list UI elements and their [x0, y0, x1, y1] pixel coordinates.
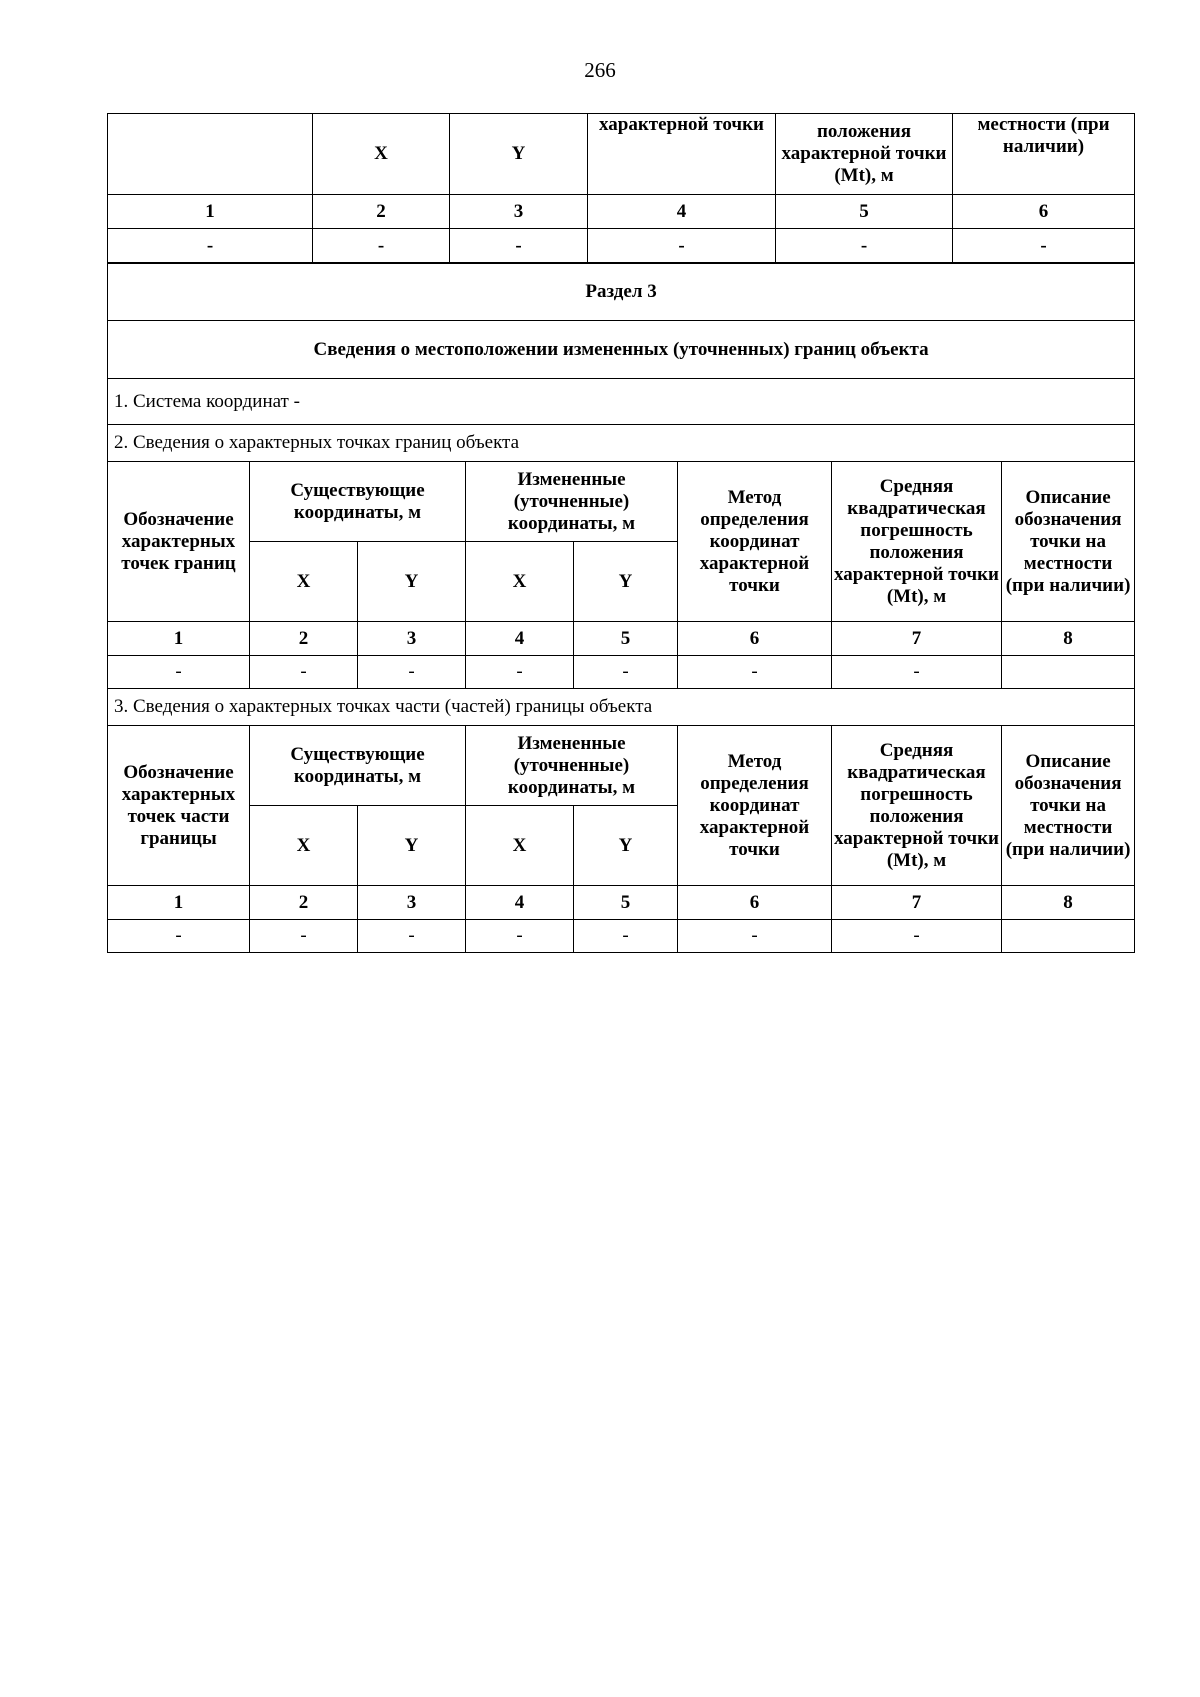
boundary-col-error: Средняя квадратическая погрешность положения характерной точки (Mt), м: [832, 462, 1002, 622]
part-col-designation: Обозначение характерных точек части границы: [108, 726, 250, 886]
part-col-existing-x: X: [250, 806, 358, 886]
column-number: 1: [108, 622, 250, 656]
boundary-col-existing-y: Y: [358, 542, 466, 622]
part-col-description: Описание обозначения точки на местности (при наличии): [1002, 726, 1135, 886]
boundary-col-method: Метод определения координат характерной точки: [678, 462, 832, 622]
column-number: 5: [574, 886, 678, 920]
column-number: 7: [832, 886, 1002, 920]
table-cell: -: [588, 229, 776, 263]
boundary-header-row: [108, 462, 1135, 542]
part-header-row: [108, 726, 1135, 806]
table-row: [108, 656, 1135, 689]
section-subtitle: Сведения о местоположении измененных (уточненных) границ объекта: [108, 321, 1135, 379]
part-number-row: [108, 886, 1135, 920]
part-col-error: Средняя квадратическая погрешность положения характерной точки (Mt), м: [832, 726, 1002, 886]
column-number: 6: [953, 195, 1135, 229]
column-number: 1: [108, 195, 313, 229]
table-cell: -: [108, 656, 250, 689]
table-cell: [1002, 920, 1135, 953]
part-col-changed-x: X: [466, 806, 574, 886]
boundary-col-existing: Существующие координаты, м: [250, 462, 466, 542]
section-title: Раздел 3: [108, 264, 1135, 321]
table-cell: -: [313, 229, 450, 263]
header-cell-y: Y: [450, 114, 588, 195]
header-cell-x: X: [313, 114, 450, 195]
part-col-existing-y: Y: [358, 806, 466, 886]
column-number: 3: [358, 622, 466, 656]
boundary-number-row: [108, 622, 1135, 656]
table-cell: -: [678, 656, 832, 689]
table-cell: -: [574, 656, 678, 689]
table-cell: -: [466, 656, 574, 689]
table-cell: -: [574, 920, 678, 953]
boundary-col-changed-y: Y: [574, 542, 678, 622]
table-header-row: [108, 114, 1135, 195]
column-number: 3: [358, 886, 466, 920]
header-cell-terrain: местности (при наличии): [953, 114, 1135, 195]
table-cell: -: [358, 656, 466, 689]
coord-system-row: [108, 379, 1135, 425]
table-cell: -: [832, 920, 1002, 953]
table-cell: -: [108, 229, 313, 263]
table-cell: [1002, 656, 1135, 689]
column-number: 7: [832, 622, 1002, 656]
boundary-col-designation: Обозначение характерных точек границ: [108, 462, 250, 622]
table-cell: -: [953, 229, 1135, 263]
table-cell: -: [250, 656, 358, 689]
header-cell-point: характерной точки: [588, 114, 776, 195]
table-cell: -: [358, 920, 466, 953]
column-number: 3: [450, 195, 588, 229]
column-number-row: [108, 195, 1135, 229]
column-number: 4: [588, 195, 776, 229]
column-number: 5: [776, 195, 953, 229]
part-col-existing: Существующие координаты, м: [250, 726, 466, 806]
column-number: 8: [1002, 886, 1135, 920]
header-cell-error: положения характерной точки (Mt), м: [776, 114, 953, 195]
table-cell: -: [776, 229, 953, 263]
column-number: 6: [678, 886, 832, 920]
table-cell: -: [832, 656, 1002, 689]
table-row: [108, 920, 1135, 953]
coord-system-text: 1. Система координат -: [108, 379, 1135, 425]
part-col-changed: Измененные (уточненные) координаты, м: [466, 726, 678, 806]
column-number: 6: [678, 622, 832, 656]
column-number: 1: [108, 886, 250, 920]
section-title-row: [108, 264, 1135, 321]
column-number: 5: [574, 622, 678, 656]
column-number: 2: [313, 195, 450, 229]
table-cell: -: [250, 920, 358, 953]
table-cell: -: [678, 920, 832, 953]
page-number: 266: [584, 58, 616, 82]
part3-caption: 3. Сведения о характерных точках части (частей) границы объекта: [108, 689, 1135, 726]
section-3-table: [107, 263, 1135, 953]
column-number: 4: [466, 886, 574, 920]
table-cell: -: [108, 920, 250, 953]
column-number: 2: [250, 886, 358, 920]
boundary-col-changed-x: X: [466, 542, 574, 622]
part-col-changed-y: Y: [574, 806, 678, 886]
header-cell-empty: [108, 114, 313, 195]
previous-section-table: [107, 113, 1135, 263]
column-number: 2: [250, 622, 358, 656]
column-number: 8: [1002, 622, 1135, 656]
column-number: 4: [466, 622, 574, 656]
part2-caption: 2. Сведения о характерных точках границ объекта: [108, 425, 1135, 462]
boundary-col-description: Описание обозначения точки на местности (при наличии): [1002, 462, 1135, 622]
boundary-col-existing-x: X: [250, 542, 358, 622]
table-cell: -: [450, 229, 588, 263]
table-cell: -: [466, 920, 574, 953]
part-col-method: Метод определения координат характерной точки: [678, 726, 832, 886]
section-subtitle-row: [108, 321, 1135, 379]
boundary-col-changed: Измененные (уточненные) координаты, м: [466, 462, 678, 542]
part3-caption-row: [108, 689, 1135, 726]
table-row: [108, 229, 1135, 263]
part2-caption-row: [108, 425, 1135, 462]
